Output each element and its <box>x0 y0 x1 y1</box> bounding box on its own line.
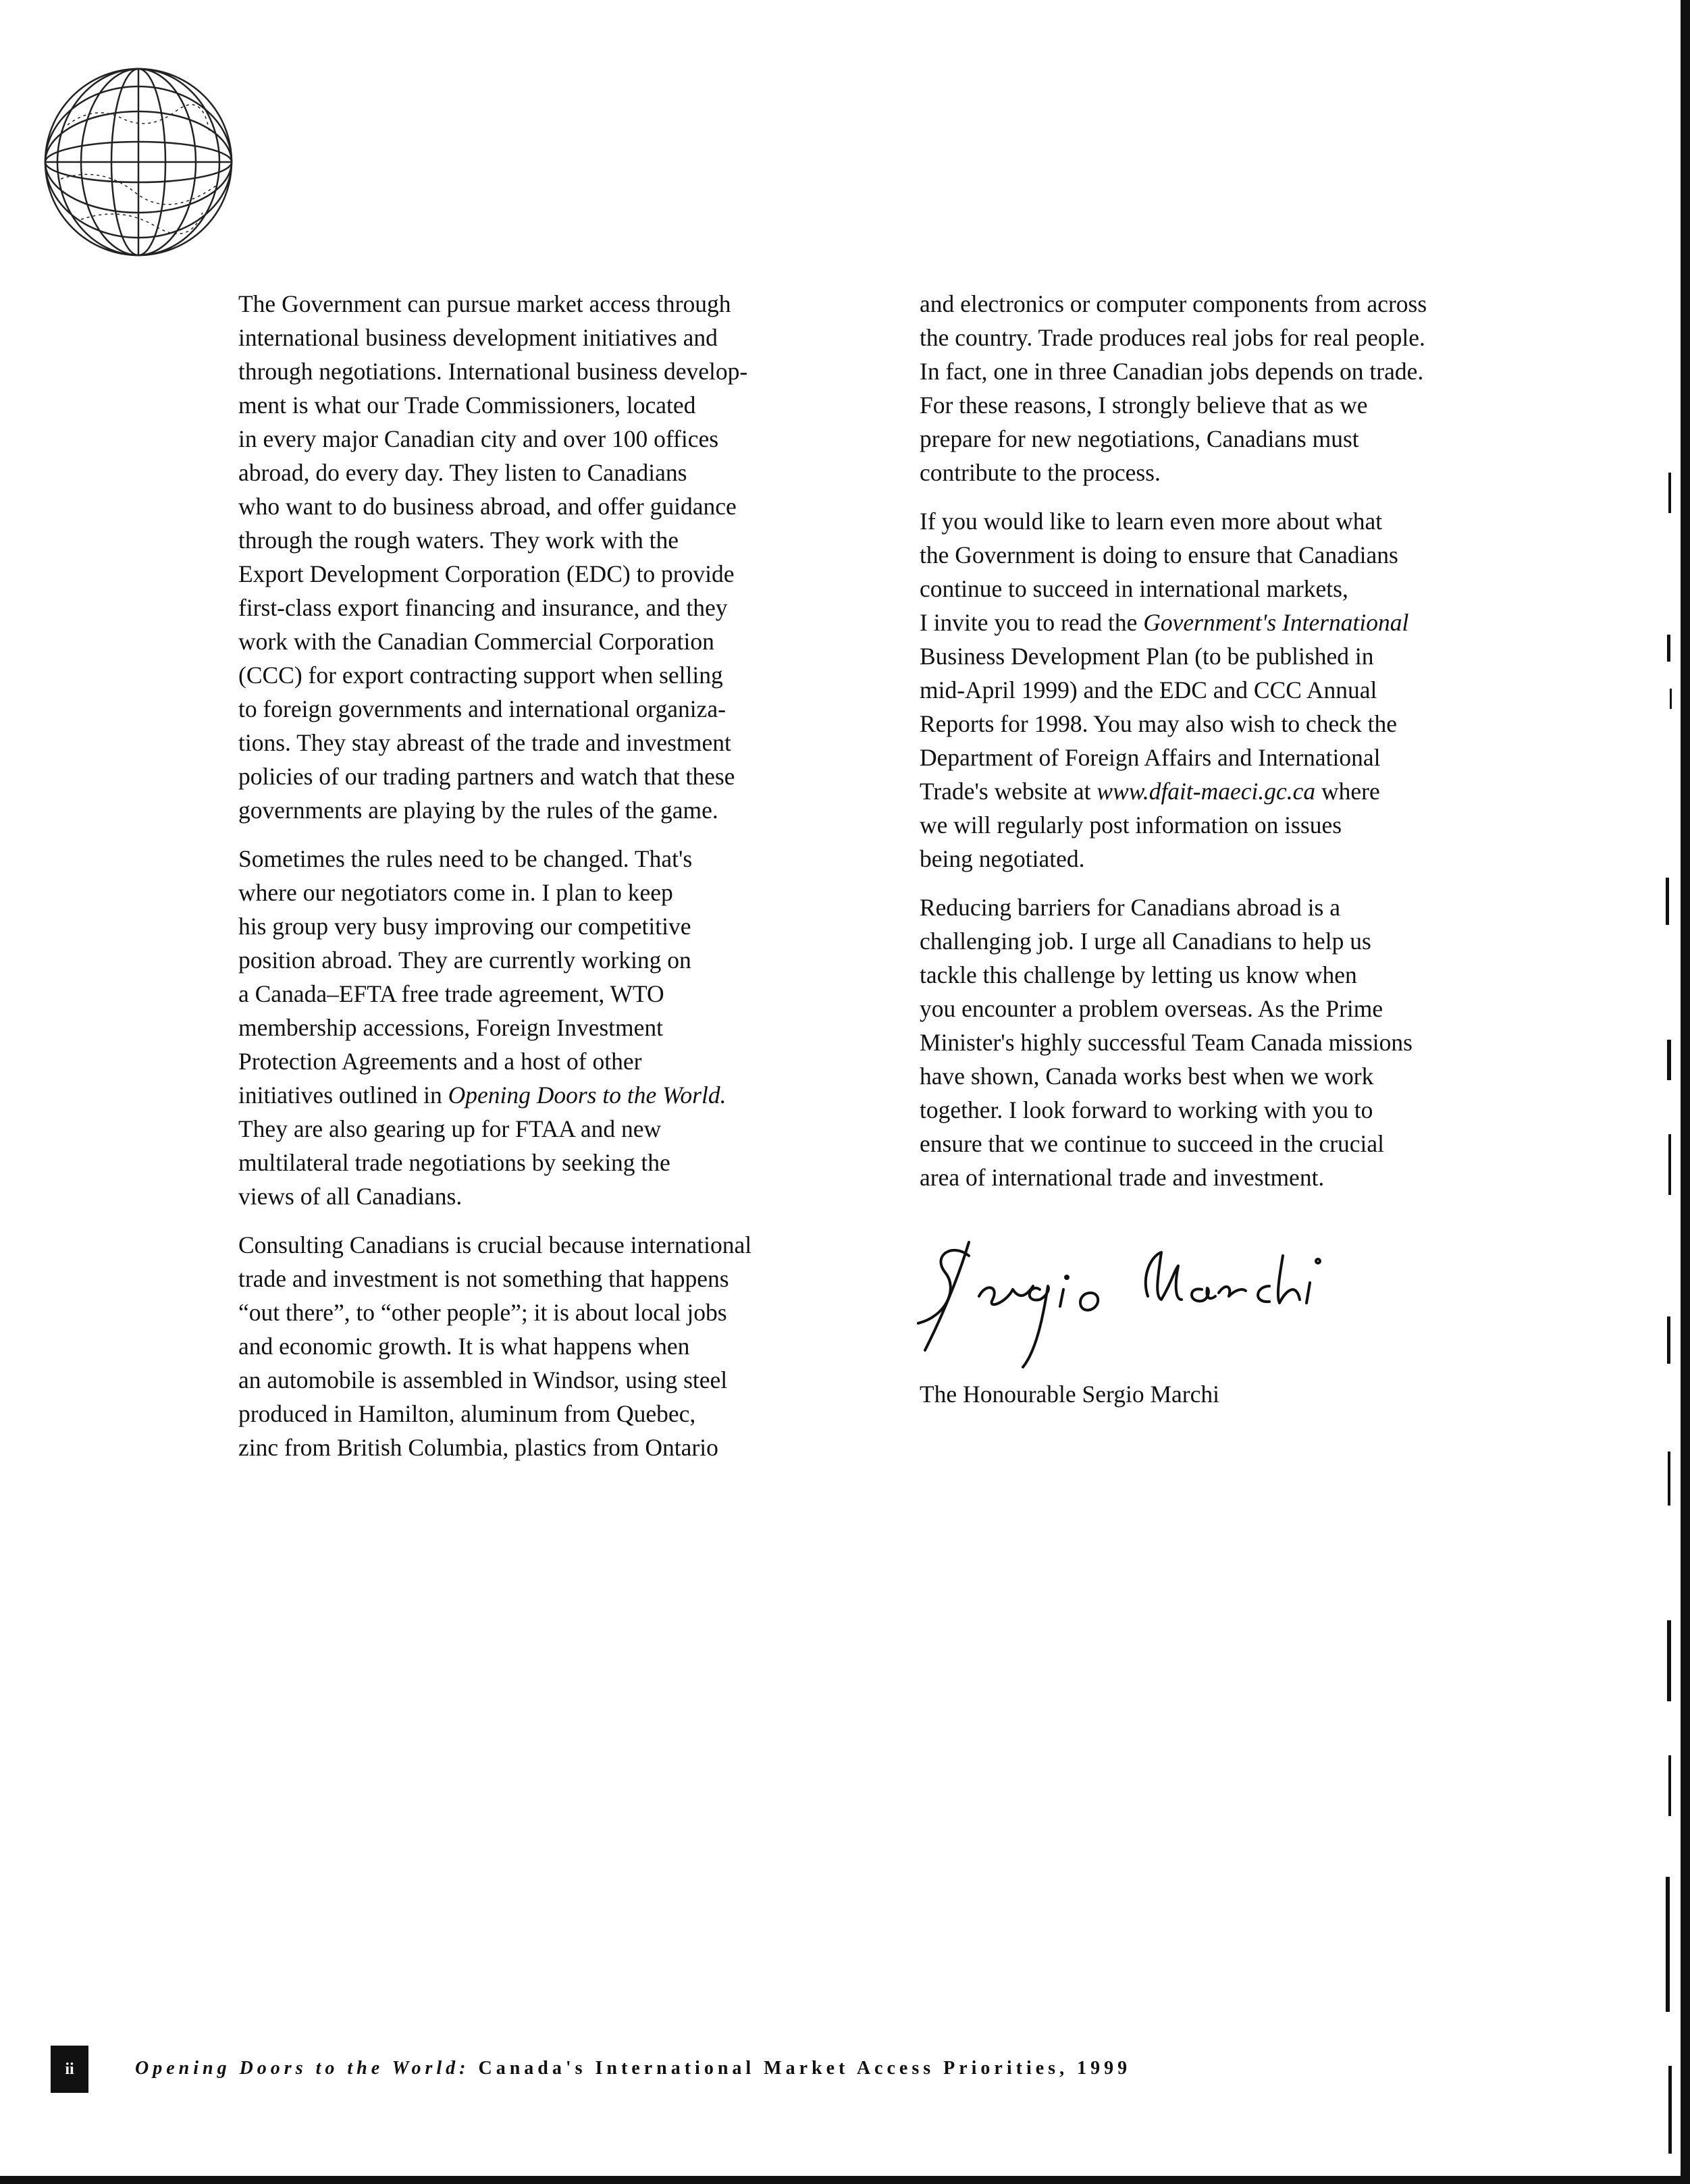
text-fragment: I invite you to read the <box>920 609 1144 636</box>
text-line: work with the Canadian Commercial Corporation <box>238 628 714 655</box>
text-line: (CCC) for export contracting support when selling <box>238 662 723 689</box>
text-line: multilateral trade negotiations by seeking the <box>238 1149 670 1176</box>
text-line: in every major Canadian city and over 100 offices <box>238 425 719 452</box>
text-fragment: Trade's website at <box>920 778 1097 805</box>
text-line: abroad, do every day. They listen to Canadians <box>238 459 687 486</box>
right-paragraph-2 <box>920 504 1527 876</box>
text-line: zinc from British Columbia, plastics from Ontario <box>238 1434 718 1461</box>
text-line: we will regularly post information on issues <box>920 811 1342 838</box>
right-paragraph-3 <box>920 890 1527 1194</box>
text-line: Export Development Corporation (EDC) to provide <box>238 560 735 587</box>
text-line: Reducing barriers for Canadians abroad is a <box>920 894 1341 921</box>
left-paragraph-3 <box>238 1228 846 1464</box>
website-link[interactable]: www.dfait-maeci.gc.ca <box>1097 778 1316 805</box>
text-line: For these reasons, I strongly believe that as we <box>920 392 1368 419</box>
text-line: Minister's highly successful Team Canada missions <box>920 1029 1412 1056</box>
left-column <box>238 287 846 1479</box>
footer <box>51 2046 1469 2093</box>
running-title-rest: Canada's International Market Access Priorities, 1999 <box>469 2058 1132 2079</box>
text-line: tackle this challenge by letting us know when <box>920 961 1357 988</box>
text-line: “out there”, to “other people”; it is about local jobs <box>238 1299 727 1326</box>
text-line: governments are playing by the rules of the game. <box>238 797 718 824</box>
text-line: being negotiated. <box>920 845 1085 872</box>
text-line: first-class export financing and insurance, and they <box>238 594 728 621</box>
text-line <box>920 606 1527 639</box>
right-column <box>920 287 1527 1209</box>
text-line: If you would like to learn even more about what <box>920 508 1383 535</box>
text-line: together. I look forward to working with you to <box>920 1096 1373 1123</box>
text-line: Sometimes the rules need to be changed. That's <box>238 845 693 872</box>
text-line: and electronics or computer components from across <box>920 290 1427 317</box>
text-line: area of international trade and investment. <box>920 1164 1325 1191</box>
text-line: continue to succeed in international markets, <box>920 575 1348 602</box>
text-line: have shown, Canada works best when we work <box>920 1063 1374 1090</box>
scan-specks <box>1654 0 1681 2184</box>
text-line: the country. Trade produces real jobs for real people. <box>920 324 1425 351</box>
text-line: Department of Foreign Affairs and International <box>920 744 1381 771</box>
text-line: membership accessions, Foreign Investment <box>238 1014 663 1041</box>
text-line: tions. They stay abreast of the trade and investment <box>238 729 731 756</box>
signatory-name: The Honourable Sergio Marchi <box>920 1381 1219 1408</box>
text-line: prepare for new negotiations, Canadians must <box>920 425 1359 452</box>
text-line: views of all Canadians. <box>238 1183 463 1210</box>
text-line: ment is what our Trade Commissioners, located <box>238 392 696 419</box>
text-line: through negotiations. International business develop- <box>238 358 748 385</box>
text-line: policies of our trading partners and watch that these <box>238 763 735 790</box>
page-number: ii <box>51 2046 88 2093</box>
text-line: Reports for 1998. You may also wish to check the <box>920 710 1397 737</box>
text-line: you encounter a problem overseas. As the Prime <box>920 995 1383 1022</box>
publication-title: Opening Doors to the World. <box>448 1082 727 1109</box>
text-line: Business Development Plan (to be published in <box>920 643 1374 670</box>
text-line: through the rough waters. They work with the <box>238 527 679 554</box>
text-fragment: initiatives outlined in <box>238 1082 448 1109</box>
text-fragment: where <box>1315 778 1380 805</box>
scan-edge-right <box>1681 0 1690 2184</box>
running-title <box>135 2055 1131 2082</box>
text-line: to foreign governments and international organiza- <box>238 695 726 722</box>
text-line: Protection Agreements and a host of other <box>238 1048 642 1075</box>
signature <box>905 1215 1391 1370</box>
left-paragraph-2 <box>238 842 846 1213</box>
text-line: where our negotiators come in. I plan to keep <box>238 879 673 906</box>
right-paragraph-1 <box>920 287 1527 489</box>
text-line: a Canada–EFTA free trade agreement, WTO <box>238 980 664 1007</box>
text-line: his group very busy improving our competitive <box>238 913 691 940</box>
scan-edge-bottom <box>0 2176 1690 2184</box>
text-line: the Government is doing to ensure that Canadians <box>920 541 1398 568</box>
text-line: contribute to the process. <box>920 459 1161 486</box>
text-line: They are also gearing up for FTAA and new <box>238 1115 662 1142</box>
text-line: In fact, one in three Canadian jobs depends on trade. <box>920 358 1424 385</box>
text-line: mid-April 1999) and the EDC and CCC Annual <box>920 676 1377 703</box>
text-line: and economic growth. It is what happens when <box>238 1333 690 1360</box>
publication-title: Government's International <box>1143 609 1409 636</box>
text-line: produced in Hamilton, aluminum from Quebec, <box>238 1400 696 1427</box>
left-paragraph-1 <box>238 287 846 827</box>
text-line: challenging job. I urge all Canadians to help us <box>920 928 1371 955</box>
text-line: an automobile is assembled in Windsor, using steel <box>238 1366 728 1393</box>
text-line: Consulting Canadians is crucial because international <box>238 1231 752 1258</box>
globe-icon <box>41 64 236 260</box>
text-line: The Government can pursue market access through <box>238 290 731 317</box>
running-title-italic: Opening Doors to the World: <box>135 2058 470 2079</box>
text-line: trade and investment is not something that happens <box>238 1265 729 1292</box>
text-line: position abroad. They are currently working on <box>238 947 691 974</box>
text-line <box>238 1078 846 1112</box>
text-line: who want to do business abroad, and offer guidance <box>238 493 737 520</box>
text-line <box>920 774 1527 808</box>
text-line: ensure that we continue to succeed in the crucial <box>920 1130 1385 1157</box>
text-line: international business development initiatives and <box>238 324 718 351</box>
